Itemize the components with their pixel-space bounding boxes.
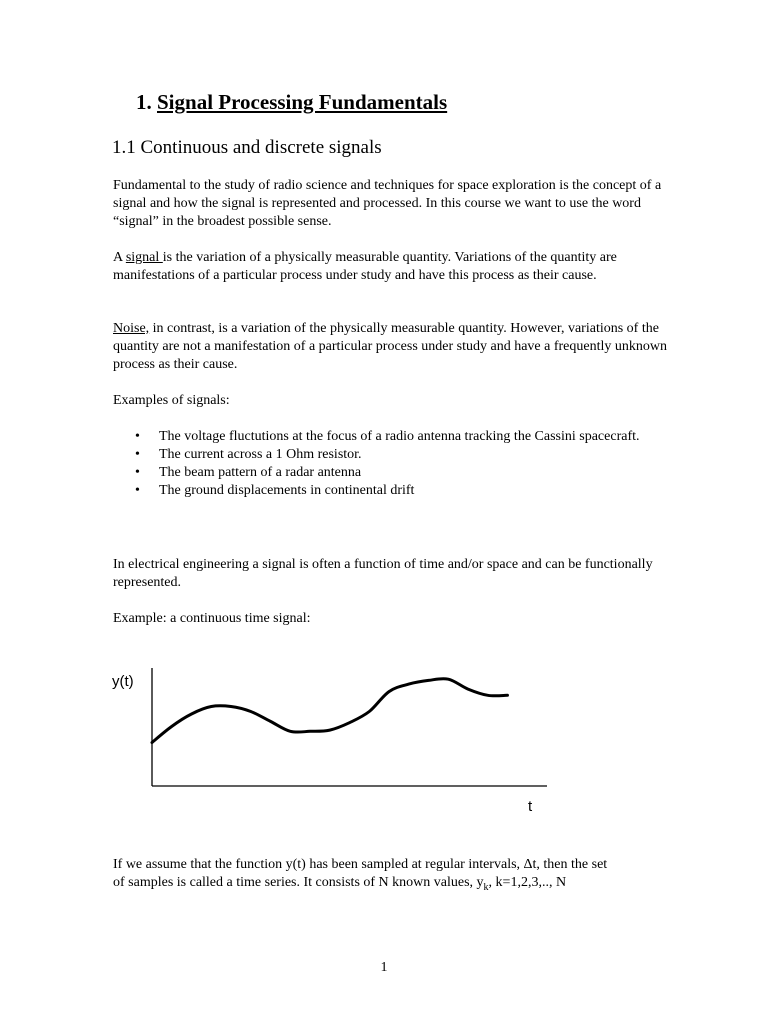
- section-number: 1.: [136, 90, 152, 114]
- section-heading: [136, 90, 447, 115]
- noise-definition-paragraph: [113, 320, 673, 374]
- sampling-line-2-prefix: of samples is called a time series. It consists of N known values, y: [113, 875, 484, 890]
- signal-definition-text: is the variation of a physically measurable quantity. Variations of the quantity are manifestations of a particular process under study and have this process as their cause.: [113, 250, 617, 283]
- sampling-paragraph: [113, 856, 673, 897]
- examples-list: [113, 428, 673, 500]
- signal-prefix: A: [113, 250, 126, 265]
- subsection-heading: 1.1 Continuous and discrete signals: [112, 137, 382, 158]
- page-number: 1: [380, 960, 388, 975]
- signal-term: signal: [125, 250, 163, 265]
- noise-definition-text: in contrast, is a variation of the physically measurable quantity. However, variations of the quantity are not a manifestation of a particular process under study and have a frequently unknown process as their cause.: [113, 321, 667, 372]
- sampling-line-2-suffix: , k=1,2,3,.., N: [488, 875, 567, 890]
- sampling-subscript: k: [483, 881, 489, 893]
- x-axis-label: t: [528, 798, 533, 815]
- signal-definition-paragraph: [113, 249, 673, 285]
- noise-term: Noise,: [113, 321, 150, 336]
- list-item: • The beam pattern of a radar antenna: [113, 464, 673, 482]
- signal-curve: [152, 679, 508, 743]
- sampling-line-1: If we assume that the function y(t) has been sampled at regular intervals, Δt, then the set: [113, 857, 608, 872]
- section-title: Signal Processing Fundamentals: [157, 90, 448, 114]
- intro-paragraph: Fundamental to the study of radio science and techniques for space exploration is the concept of a signal and how the signal is represented and processed. In this course we want to use the word “signal” in the broadest possible sense.: [113, 178, 662, 229]
- examples-label: Examples of signals:: [113, 393, 230, 408]
- example-label: Example: a continuous time signal:: [113, 611, 311, 626]
- ee-paragraph: In electrical engineering a signal is often a function of time and/or space and can be functionally represented.: [113, 557, 653, 590]
- y-axis-label: y(t): [112, 673, 134, 690]
- list-item: • The current across a 1 Ohm resistor.: [113, 446, 673, 464]
- continuous-signal-chart: [100, 660, 560, 820]
- list-item: • The voltage fluctutions at the focus of a radio antenna tracking the Cassini spacecraft.: [113, 428, 673, 446]
- list-item: • The ground displacements in continental drift: [113, 482, 673, 500]
